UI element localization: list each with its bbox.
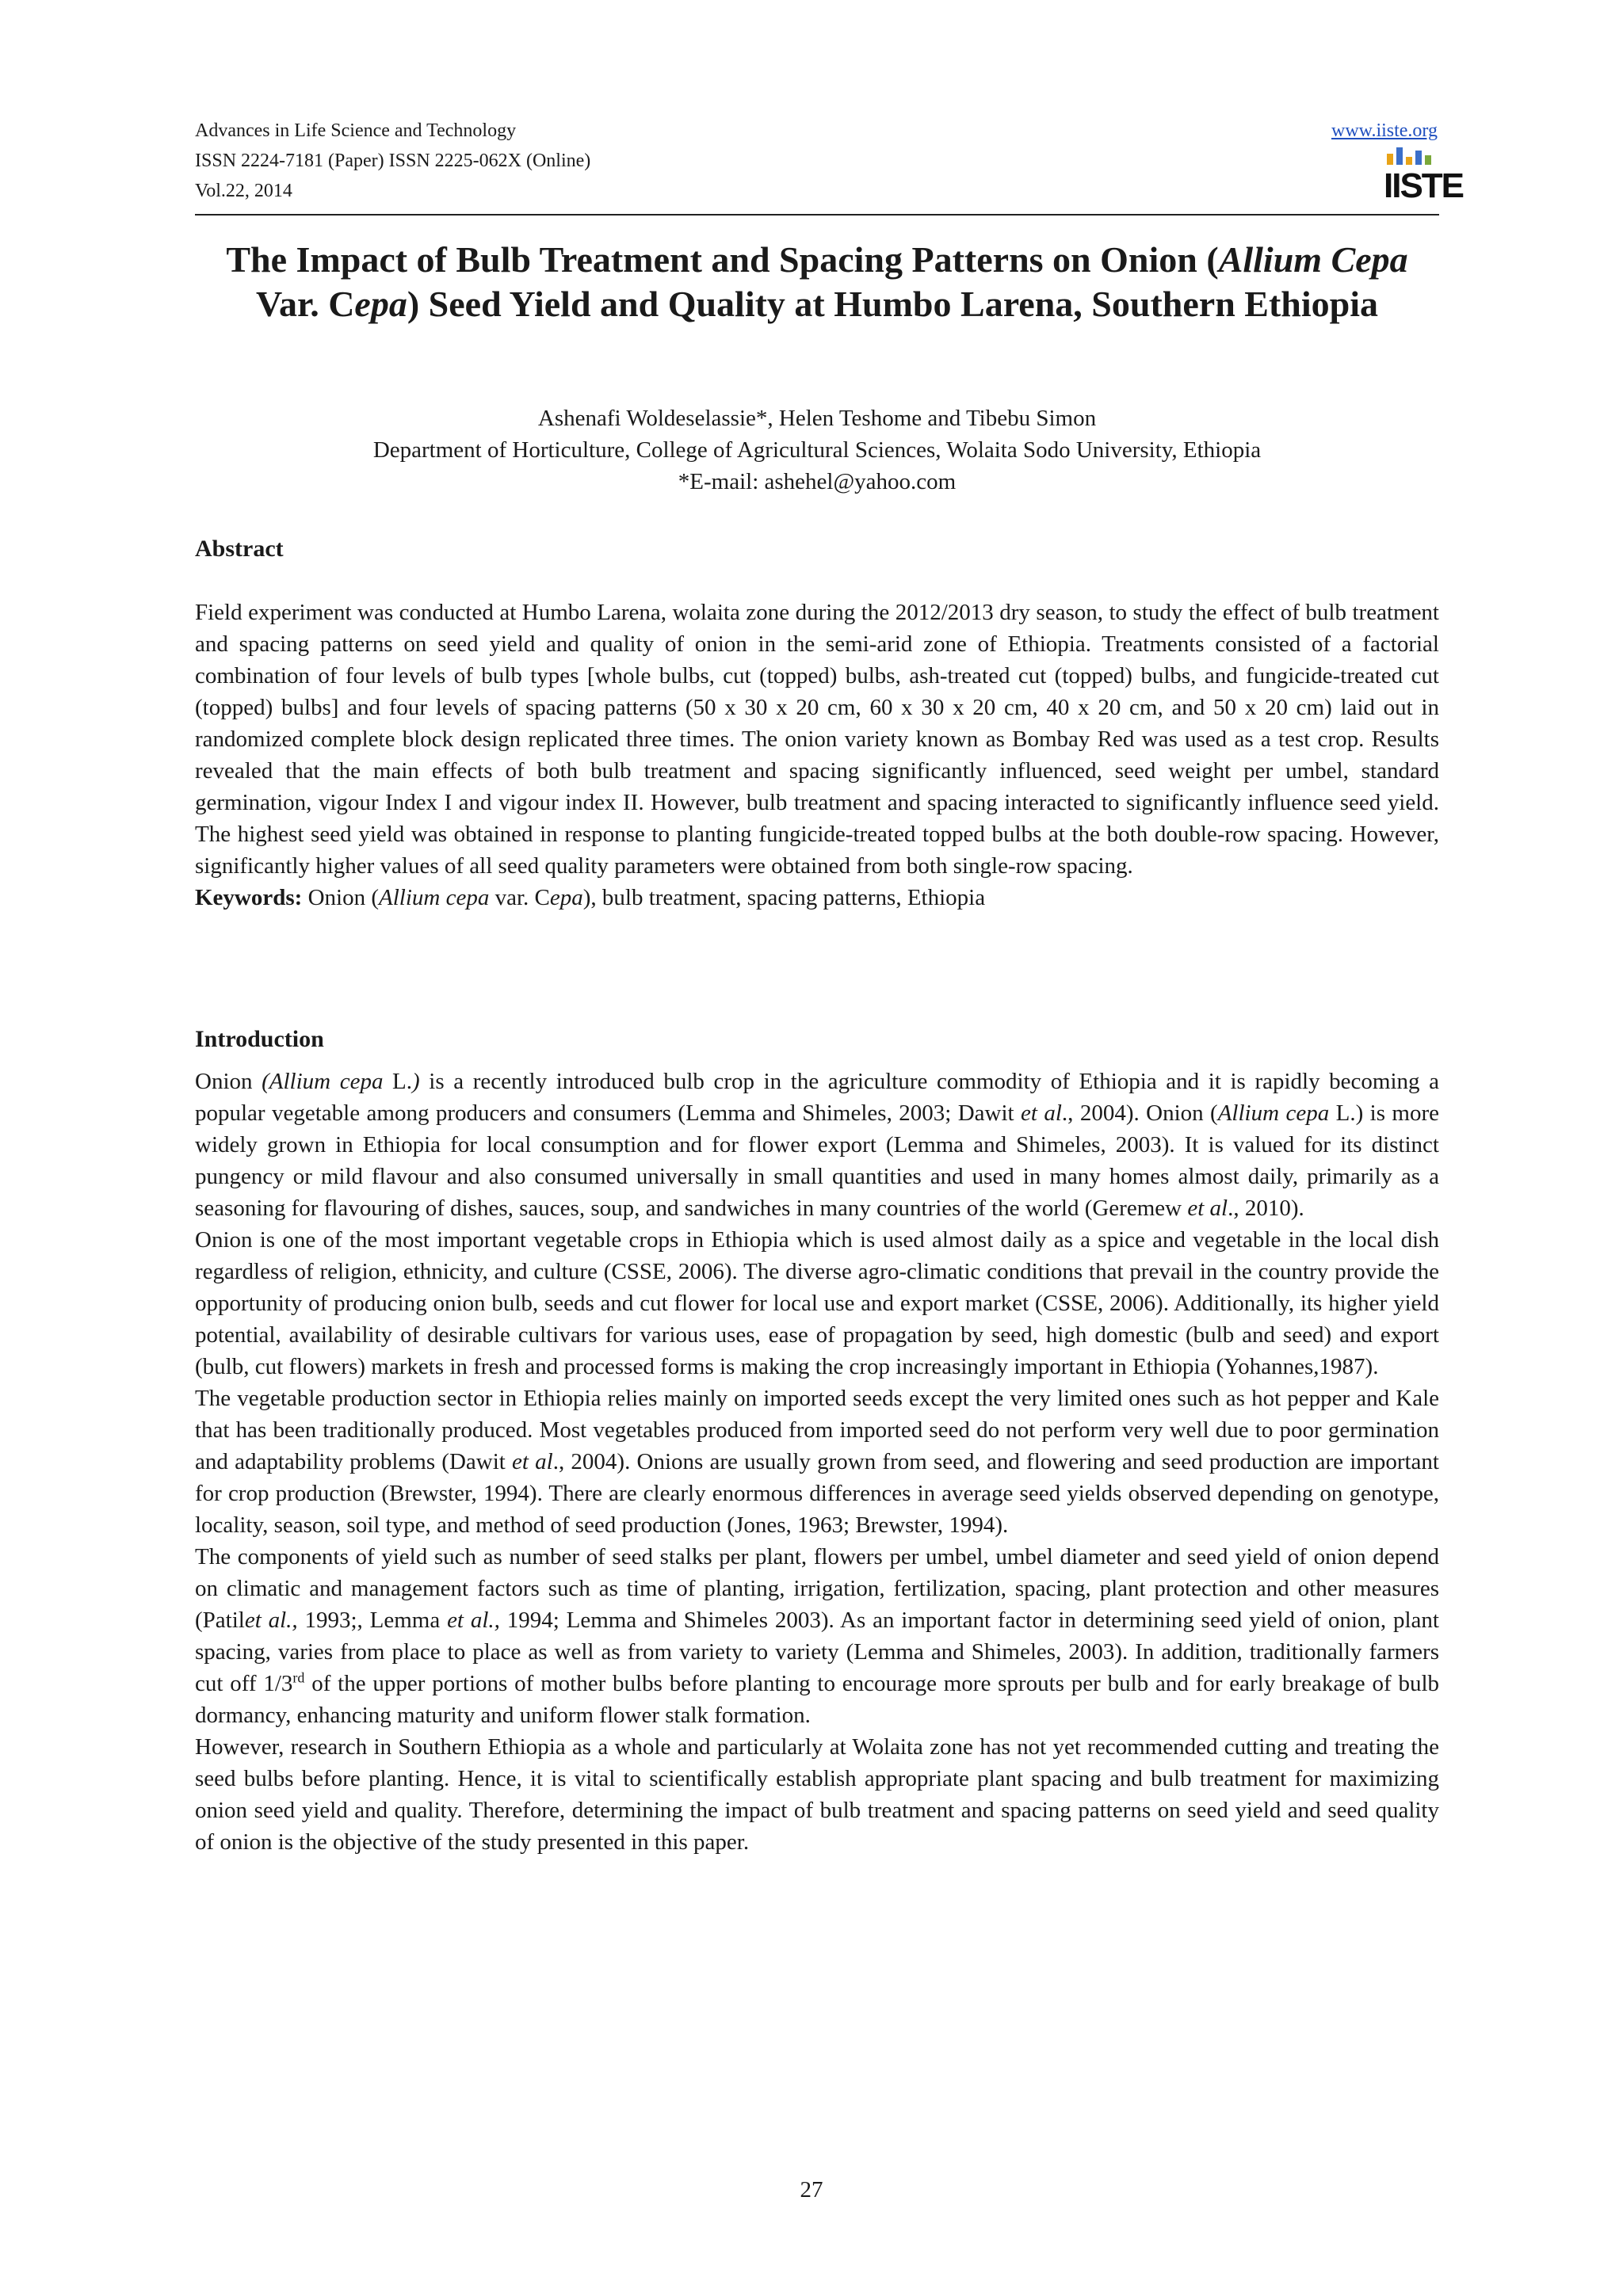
- author-names: Ashenafi Woldeselassie*, Helen Teshome and Tibebu Simon: [537, 406, 1097, 431]
- title-text: Var. C: [256, 284, 355, 324]
- intro-text: is a recently introduced bulb crop in the agriculture commodity of Ethiopia and it is rapidly becoming a popular vegetable among producers and consumers (Lemma and Shimeles, 2003; Dawit: [195, 1069, 1440, 1126]
- intro-italic: Allium cepa: [1217, 1100, 1330, 1126]
- intro-text: L.: [383, 1069, 413, 1094]
- intro-text: The components of yield such as number of seed stalks per plant, flowers per umbel, umbel diameter and seed yield of onion depend on climatic and management factors such as time of planting, irrigation, fertilization, spacing, plant protection and other measures (Patil: [195, 1544, 1439, 1633]
- title-italic: epa: [354, 284, 407, 324]
- intro-paragraph-1: [195, 1066, 1439, 1224]
- journal-volume: Vol.22, 2014: [195, 181, 292, 201]
- author-email: *E-mail: ashehel@yahoo.com: [678, 469, 957, 494]
- author-block: [195, 402, 1439, 498]
- ordinal-superscript: rd: [292, 1669, 305, 1686]
- intro-italic: et al.,: [447, 1608, 500, 1633]
- logo-bar: [1387, 154, 1393, 165]
- keywords-text: ), bulb treatment, spacing patterns, Ethiopia: [582, 885, 986, 910]
- intro-italic: (Allium cepa: [262, 1069, 384, 1094]
- intro-paragraph-3: [195, 1383, 1439, 1541]
- keywords-text: Onion (: [302, 885, 379, 910]
- intro-paragraph-2: Onion is one of the most important vegetable crops in Ethiopia which is used almost daily as a spice and vegetable in the local dish regardless of religion, ethnicity, and culture (CSSE, 2006). The diverse agro-climatic conditions that prevail in the country provide the opportunity of producing onion bulb, seeds and cut flower for local use and export market (CSSE, 2006). Additionally, its higher yield potential, availability of desirable cultivars for various uses, ease of propagation by seed, high domestic (bulb and seed) and export (bulb, cut flowers) markets in fresh and processed forms is making the crop increasingly important in Ethiopia (Yohannes,1987).: [195, 1227, 1439, 1379]
- introduction-body: [195, 1066, 1439, 1858]
- intro-text: 1993;, Lemma: [297, 1608, 448, 1633]
- keywords-label: Keywords:: [195, 885, 303, 910]
- logo-bar: [1415, 151, 1422, 165]
- keywords-italic: Allium cepa: [379, 885, 490, 910]
- title-text: The Impact of Bulb Treatment and Spacing Patterns on Onion (: [226, 239, 1219, 280]
- intro-italic: et al: [1187, 1196, 1228, 1221]
- intro-italic: et al: [1021, 1100, 1062, 1126]
- intro-paragraph-5: However, research in Southern Ethiopia as a whole and particularly at Wolaita zone has not yet recommended cutting and treating the seed bulbs before planting. Hence, it is vital to scientifically establish appropriate plant spacing and bulb treatment for maximizing onion seed yield and quality. Therefore, determining the impact of bulb treatment and spacing patterns on seed yield and seed quality of onion is the objective of the study presented in this paper.: [195, 1734, 1439, 1855]
- header-divider: [195, 214, 1439, 215]
- title-text: ) Seed Yield and Quality at Humbo Larena, Southern Ethiopia: [407, 284, 1378, 324]
- abstract-heading: Abstract: [195, 536, 284, 562]
- journal-name: Advances in Life Science and Technology: [195, 120, 517, 141]
- intro-text: ., 2004). Onion (: [1061, 1100, 1218, 1126]
- intro-text: of the upper portions of mother bulbs before planting to encourage more sprouts per bulb and for early breakage of bulb dormancy, enhancing maturity and uniform flower stalk formation.: [195, 1671, 1440, 1728]
- keywords-italic: epa: [549, 885, 583, 910]
- iiste-logo: [1384, 147, 1464, 208]
- abstract-body: [195, 597, 1439, 913]
- logo-wordmark: IISTE: [1384, 166, 1464, 205]
- logo-bar: [1396, 147, 1403, 165]
- title-italic: Allium Cepa: [1218, 239, 1408, 280]
- intro-text: Onion: [195, 1069, 262, 1094]
- page-number: 27: [800, 2177, 823, 2203]
- introduction-heading: Introduction: [195, 1026, 324, 1052]
- journal-website-link[interactable]: www.iiste.org: [1331, 120, 1438, 141]
- logo-bar: [1406, 157, 1412, 165]
- keywords-text: var. C: [489, 885, 550, 910]
- intro-italic: et al.,: [244, 1608, 298, 1633]
- intro-paragraph-4: [195, 1541, 1439, 1731]
- intro-text: L.) is more widely grown in Ethiopia for local consumption and for flower export (Lemma and Shimeles, 2003). It is valued for its distinct pungency or mild flavour and also consumed universally in small quantities and used in many homes almost daily, primarily as a seasoning for flavouring of dishes, sauces, soup, and sandwiches in many countries of the world (Geremew: [195, 1100, 1439, 1221]
- journal-header: [195, 116, 590, 206]
- intro-text: The vegetable production sector in Ethiopia relies mainly on imported seeds except the very limited ones such as hot pepper and Kale that has been traditionally produced. Most vegetables produced from imported seed do not perform very well due to poor germination and adaptability problems (Dawit: [195, 1386, 1439, 1474]
- author-affiliation: Department of Horticulture, College of Agricultural Sciences, Wolaita Sodo University, Ethiopia: [372, 437, 1262, 463]
- intro-italic: et al: [512, 1449, 553, 1474]
- logo-bar: [1425, 155, 1431, 165]
- abstract-text: Field experiment was conducted at Humbo Larena, wolaita zone during the 2012/2013 dry season, to study the effect of bulb treatment and spacing patterns on seed yield and quality of onion in the semi-arid zone of Ethiopia. Treatments consisted of a factorial combination of four levels of bulb types [whole bulbs, cut (topped) bulbs, ash-treated cut (topped) bulbs, and fungicide-treated cut (topped) bulbs] and four levels of spacing patterns (50 x 30 x 20 cm, 60 x 30 x 20 cm, 40 x 20 cm, and 50 x 20 cm) laid out in randomized complete block design replicated three times. The onion variety known as Bombay Red was used as a test crop. Results revealed that the main effects of both bulb treatment and spacing significantly influenced, seed weight per umbel, standard germination, vigour Index I and vigour index II. However, bulb treatment and spacing interacted to significantly influence seed yield. The highest seed yield was obtained in response to planting fungicide-treated topped bulbs at the both double-row spacing. However, significantly higher values of all seed quality parameters were obtained from both single-row spacing.: [195, 600, 1439, 879]
- intro-italic: ): [412, 1069, 420, 1094]
- logo-bars-icon: [1387, 147, 1436, 165]
- intro-text: ., 2010).: [1228, 1196, 1304, 1221]
- paper-title: [195, 238, 1439, 326]
- intro-text: ., 2004). Onions are usually grown from seed, and flowering and seed production are important for crop production (Brewster, 1994). There are clearly enormous differences in average seed yields observed depending on genotype, locality, season, soil type, and method of seed production (Jones, 1963; Brewster, 1994).: [195, 1449, 1439, 1538]
- keywords-line: [195, 882, 1439, 913]
- journal-issn: ISSN 2224-7181 (Paper) ISSN 2225-062X (Online): [195, 151, 591, 171]
- intro-text: 1994; Lemma and Shimeles 2003). As an important factor in determining seed yield of onion, plant spacing, varies from place to place as well as from variety to variety (Lemma and Shimeles, 2003). In addition, traditionally farmers cut off 1/3: [195, 1608, 1439, 1696]
